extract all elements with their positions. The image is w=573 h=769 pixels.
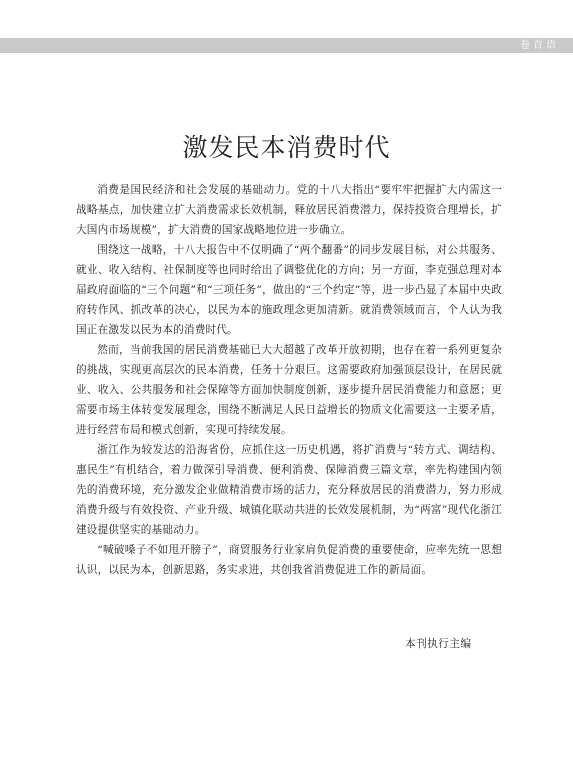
article-paragraph: 围绕这一战略，十八大报告中不仅明确了“两个翻番”的同步发展目标，对公共服务、就业、收入结构、社保制度等也同时给出了调整优化的方向；另一方面，李克强总理对本届政府面临的“三个问题”和“三项任务”，做出的“三个约定”等，进一步凸显了本届中央政府转作风、抓改革的决心，以民为本的施政理念更加清新。就消费领域而言，个人认为我国正在激发以民为本的消费时代。 (76, 244, 502, 336)
article-paragraph: 然而，当前我国的居民消费基础已大大超越了改革开放初期，也存在着一系列更复杂的挑战，实现更高层次的民本消费，任务十分艰巨。这需要政府加强顶层设计，在居民就业、收入、公共服务和社会保障等方面加快制度创新，逐步提升居民消费能力和意愿；更需要市场主体转变发展理念，围绕不断满足人民日益增长的物质文化需要这一主要矛盾，进行经营布局和模式创新，实现可持续发展。 (76, 344, 502, 436)
article-paragraph: 消费是国民经济和社会发展的基础动力。党的十八大指出“要牢牢把握扩大内需这一战略基点，加快建立扩大消费需求长效机制，释放居民消费潜力，保持投资合理增长，扩大国内市场规模”，扩大消费的国家战略地位进一步确立。 (76, 184, 502, 236)
article-title: 激发民本消费时代 (182, 133, 391, 162)
section-label: 卷首语 (520, 40, 559, 51)
article-paragraph: 浙江作为较发达的沿海省份，应抓住这一历史机遇，将扩消费与“转方式、调结构、惠民生”有机结合，着力做深引导消费、便利消费、保障消费三篇文章，率先构建国内领先的消费环境，充分激发企业做精消费市场的活力，充分释放居民的消费潜力，努力形成消费升级与有效投资、产业升级、城镇化联动共进的长效发展机制，为“两富”现代化浙江建设提供坚实的基础动力。 (76, 444, 502, 536)
article-body (76, 180, 502, 580)
author-signature: 本刊执行主编 (405, 638, 472, 650)
article-paragraph: “喊破嗓子不如甩开膀子”，商贸服务行业家肩负促消费的重要使命，应率先统一思想认识，以民为本，创新思路，务实求进，共创我省消费促进工作的新局面。 (76, 544, 502, 576)
header-band (0, 38, 573, 53)
